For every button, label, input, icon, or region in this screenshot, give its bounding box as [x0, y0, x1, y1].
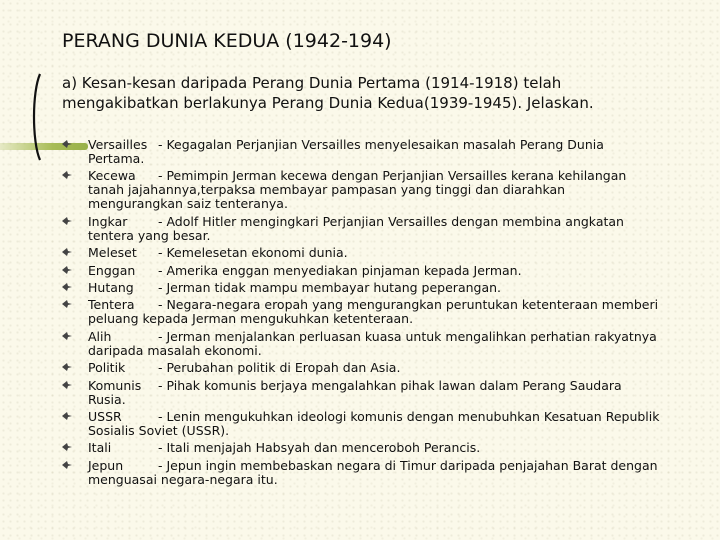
item-desc: - Kegagalan Perjanjian Versailles menyelesaikan masalah Perang Dunia Pertama.: [88, 137, 604, 166]
list-item: [62, 298, 662, 326]
list-item: [62, 246, 662, 260]
list-item: [62, 459, 662, 487]
bullet-icon: [62, 139, 72, 149]
list-item: [62, 138, 662, 166]
bullet-icon: [62, 247, 72, 257]
item-desc: - Perubahan politik di Eropah dan Asia.: [154, 360, 401, 376]
item-desc: - Adolf Hitler mengingkari Perjanjian Versailles dengan membina angkatan tentera yang besar.: [88, 213, 624, 243]
bullet-icon: [62, 442, 72, 452]
item-desc: - Lenin mengukuhkan ideologi komunis dengan menubuhkan Kesatuan Republik Sosialis Soviet (USSR).: [88, 408, 660, 438]
list-item: [62, 441, 662, 455]
item-desc: - Jepun ingin membebaskan negara di Timur daripada penjajahan Barat dengan menguasai negara-negara itu.: [88, 457, 658, 487]
item-desc: - Amerika enggan menyediakan pinjaman kepada Jerman.: [154, 262, 522, 278]
list-item: [62, 281, 662, 295]
item-term: Meleset: [88, 245, 137, 261]
item-desc: - Pemimpin Jerman kecewa dengan Perjanjian Versailles kerana kehilangan tanah jajahannya,terpaksa membayar pampasan yang tinggi dan diarahkan mengurangkan saiz tenteranya.: [88, 168, 627, 212]
item-desc: - Itali menjajah Habsyah dan menceroboh Perancis.: [154, 440, 481, 456]
bullet-icon: [62, 380, 72, 390]
item-term: Itali: [88, 440, 112, 456]
slide-title: PERANG DUNIA KEDUA (1942-194): [62, 30, 392, 52]
bullet-icon: [62, 170, 72, 180]
item-desc: - Kemelesetan ekonomi dunia.: [154, 245, 348, 261]
list-item: [62, 215, 662, 243]
item-desc: - Pihak komunis berjaya mengalahkan pihak lawan dalam Perang Saudara Rusia.: [88, 377, 622, 407]
bullet-icon: [62, 411, 72, 421]
question-text: a) Kesan-kesan daripada Perang Dunia Pertama (1914-1918) telah mengakibatkan berlakunya Perang Dunia Kedua(1939-1945). Jelaskan.: [62, 74, 594, 112]
bracket-decoration: [28, 72, 44, 162]
bullet-icon: [62, 460, 72, 470]
item-desc: - Negara-negara eropah yang mengurangkan peruntukan ketenteraan memberi peluang kepada Jerman mengukuhkan ketenteraan.: [88, 297, 659, 327]
item-desc: - Jerman tidak mampu membayar hutang peperangan.: [154, 279, 502, 295]
bullet-icon: [62, 362, 72, 372]
item-term: Alih: [88, 328, 112, 344]
list-item: [62, 169, 662, 211]
list-item: [62, 361, 662, 375]
item-term: Tentera: [88, 297, 135, 313]
item-term: Enggan: [88, 262, 136, 278]
item-term: Versailles: [88, 137, 148, 152]
bullet-icon: [62, 331, 72, 341]
item-term: Kecewa: [88, 168, 136, 184]
item-term: Hutang: [88, 279, 134, 295]
item-term: Ingkar: [88, 213, 128, 229]
item-term: Politik: [88, 360, 126, 376]
list-item: [62, 410, 662, 438]
bullet-icon: [62, 299, 72, 309]
item-term: USSR: [88, 408, 122, 424]
answer-list: [62, 138, 662, 490]
list-item: [62, 330, 662, 358]
item-term: Jepun: [88, 457, 124, 473]
list-item: [62, 379, 662, 407]
list-item: [62, 264, 662, 278]
bullet-icon: [62, 216, 72, 226]
item-desc: - Jerman menjalankan perluasan kuasa untuk mengalihkan perhatian rakyatnya daripada masalah ekonomi.: [88, 328, 657, 358]
bullet-icon: [62, 282, 72, 292]
item-term: Komunis: [88, 377, 142, 393]
bullet-icon: [62, 265, 72, 275]
